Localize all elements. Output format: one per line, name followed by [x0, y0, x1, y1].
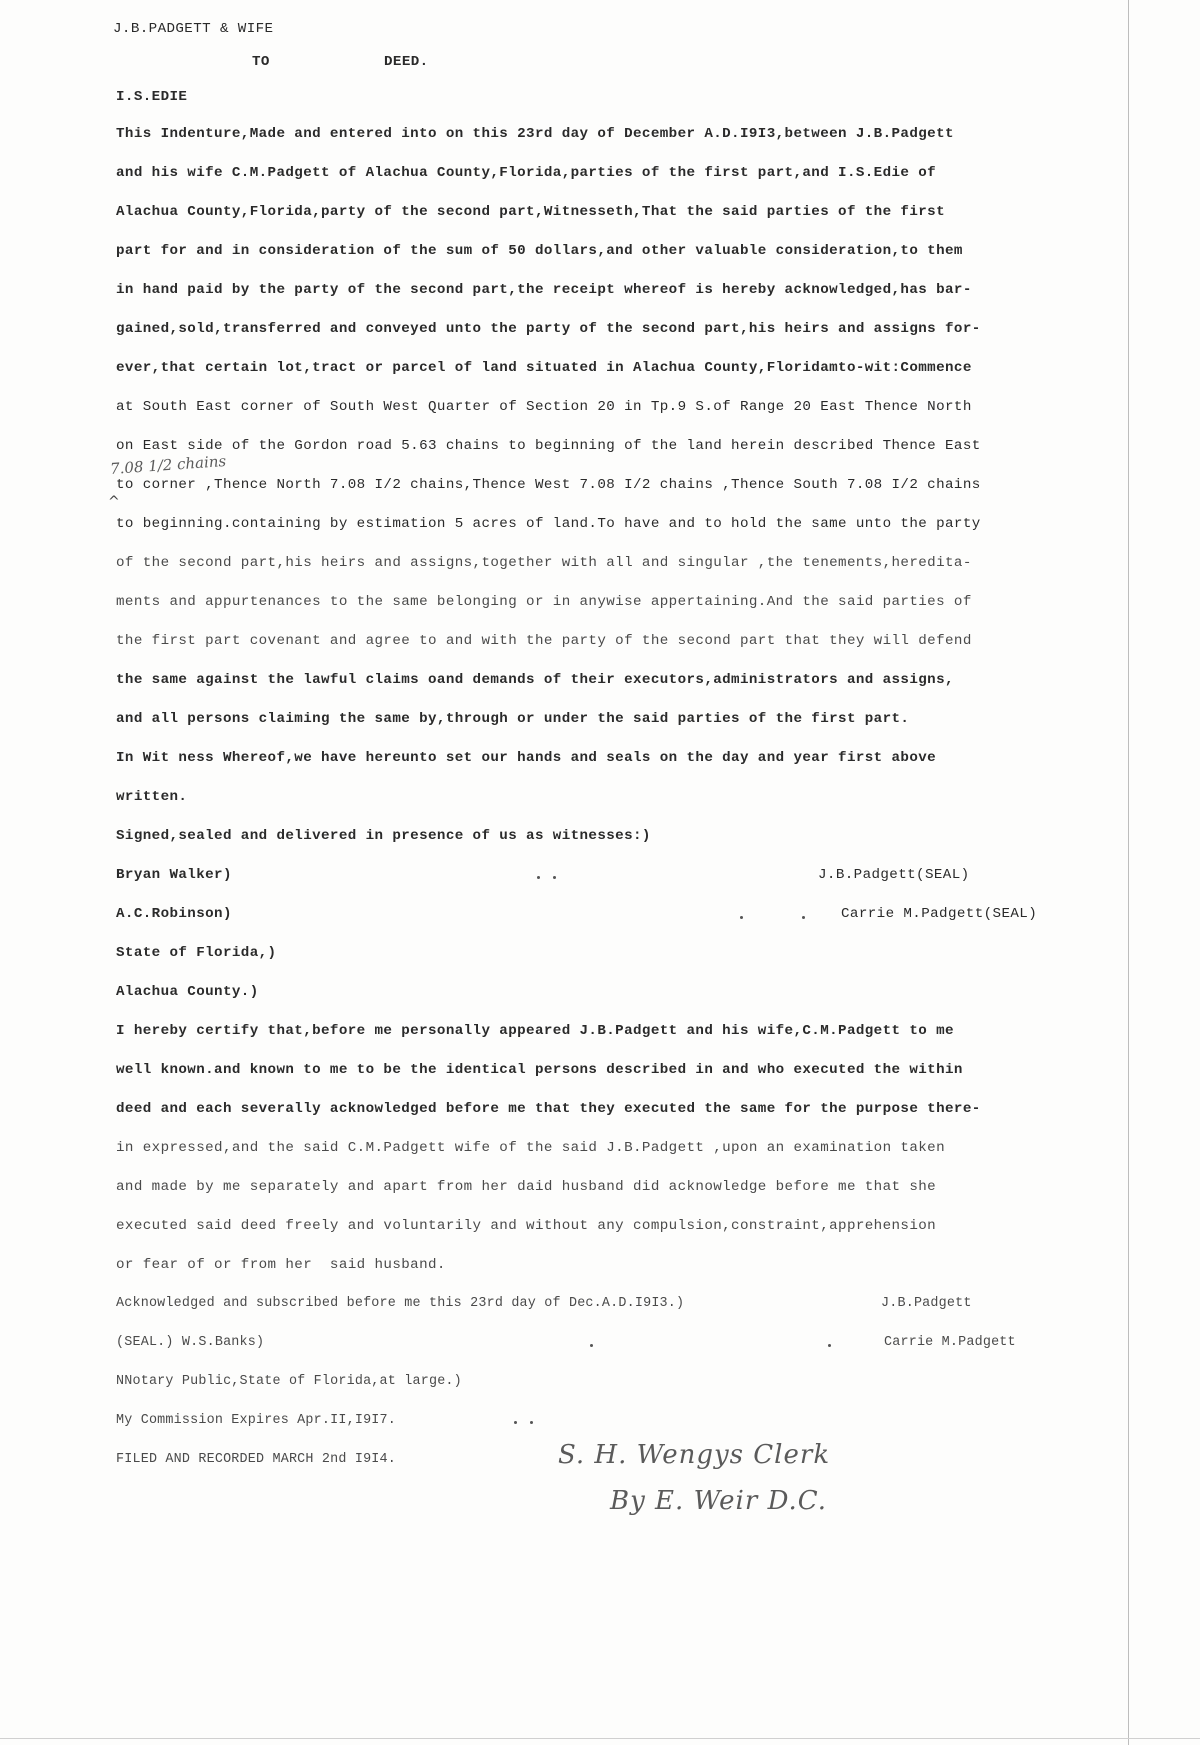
- stray-mark: [802, 916, 805, 919]
- body-line: and his wife C.M.Padgett of Alachua County,Florida,parties of the first part,and I.S.Edie of: [116, 165, 937, 181]
- acknowledgment-line: I hereby certify that,before me personally appeared J.B.Padgett and his wife,C.M.Padgett to me: [116, 1023, 954, 1039]
- page-edge-bottom: [0, 1738, 1200, 1739]
- body-line: written.: [116, 789, 188, 805]
- body-line: to corner ,Thence North 7.08 I/2 chains,Thence West 7.08 I/2 chains ,Thence South 7.08 I/2 chains: [116, 477, 981, 493]
- notary-seal-name: (SEAL.) W.S.Banks): [116, 1335, 265, 1350]
- notary-signer-1: J.B.Padgett: [881, 1296, 972, 1311]
- witness-2: A.C.Robinson): [116, 906, 232, 922]
- handwritten-insert: 7.08 1/2 chains: [109, 451, 227, 479]
- body-line: of the second part,his heirs and assigns,together with all and singular ,the tenements,heredita-: [116, 555, 972, 571]
- body-line: Alachua County,Florida,party of the second part,Witnesseth,That the said parties of the first: [116, 204, 945, 220]
- acknowledgment-line: executed said deed freely and voluntarily and without any compulsion,constraint,apprehension: [116, 1218, 937, 1234]
- grantor-2-signature: Carrie M.Padgett(SEAL): [841, 906, 1038, 922]
- body-line: part for and in consideration of the sum of 50 dollars,and other valuable consideration,to them: [116, 243, 963, 259]
- body-line: and all persons claiming the same by,through or under the said parties of the first part.: [116, 711, 910, 727]
- body-line: at South East corner of South West Quarter of Section 20 in Tp.9 S.of Range 20 East Thence North: [116, 399, 972, 415]
- body-line: in hand paid by the party of the second part,the receipt whereof is hereby acknowledged,has bar-: [116, 282, 972, 298]
- venue-county: Alachua County.): [116, 984, 259, 1000]
- stray-mark: [740, 916, 743, 919]
- notary-signer-2: Carrie M.Padgett: [884, 1335, 1016, 1350]
- clerk-signature-line-2: By E. Weir D.C.: [610, 1486, 827, 1516]
- body-line: ments and appurtenances to the same belonging or in anywise appertaining.And the said parties of: [116, 594, 972, 610]
- header-to: TO: [252, 54, 270, 70]
- body-line: In Wit ness Whereof,we have hereunto set our hands and seals on the day and year first above: [116, 750, 937, 766]
- body-line: ever,that certain lot,tract or parcel of land situated in Alachua County,Floridamto-wit:Commence: [116, 360, 972, 376]
- body-line: the first part covenant and agree to and with the party of the second part that they will defend: [116, 633, 972, 649]
- stray-mark: [530, 1421, 533, 1424]
- acknowledgment-line: well known.and known to me to be the identical persons described in and who executed the within: [116, 1062, 963, 1078]
- notary-title: NNotary Public,State of Florida,at large.): [116, 1374, 462, 1389]
- filed-recorded: FILED AND RECORDED MARCH 2nd I9I4.: [116, 1452, 397, 1467]
- body-line: This Indenture,Made and entered into on this 23rd day of December A.D.I9I3,between J.B.Padgett: [116, 126, 954, 142]
- acknowledgment-line: deed and each severally acknowledged before me that they executed the same for the purpose there-: [116, 1101, 981, 1117]
- page-edge: [1128, 0, 1129, 1745]
- body-line: gained,sold,transferred and conveyed unto the party of the second part,his heirs and assigns for-: [116, 321, 981, 337]
- signed-sealed-intro: Signed,sealed and delivered in presence of us as witnesses:): [116, 828, 651, 844]
- notary-subscribed: Acknowledged and subscribed before me this 23rd day of Dec.A.D.I9I3.): [116, 1296, 685, 1311]
- notary-commission: My Commission Expires Apr.II,I9I7.: [116, 1413, 397, 1428]
- header-grantee: I.S.EDIE: [116, 89, 188, 105]
- body-line: the same against the lawful claims oand demands of their executors,administrators and assigns,: [116, 672, 954, 688]
- header-parties: J.B.PADGETT & WIFE: [113, 21, 274, 37]
- stray-mark: [553, 876, 556, 879]
- clerk-signature-line-1: S. H. Wengys Clerk: [558, 1440, 831, 1470]
- grantor-1-signature: J.B.Padgett(SEAL): [818, 867, 970, 883]
- witness-1: Bryan Walker): [116, 867, 232, 883]
- venue-state: State of Florida,): [116, 945, 277, 961]
- stray-mark: [537, 876, 540, 879]
- acknowledgment-line: in expressed,and the said C.M.Padgett wife of the said J.B.Padgett ,upon an examination taken: [116, 1140, 945, 1156]
- stray-mark: [514, 1421, 517, 1424]
- acknowledgment-line: or fear of or from her said husband.: [116, 1257, 446, 1273]
- body-line: to beginning.containing by estimation 5 acres of land.To have and to hold the same unto the party: [116, 516, 981, 532]
- stray-mark: [828, 1344, 831, 1347]
- stray-mark: [590, 1344, 593, 1347]
- body-line: on East side of the Gordon road 5.63 chains to beginning of the land herein described Thence East: [116, 438, 981, 454]
- insertion-caret-icon: ^: [108, 494, 120, 510]
- acknowledgment-line: and made by me separately and apart from her daid husband did acknowledge before me that she: [116, 1179, 937, 1195]
- doc-type: DEED.: [384, 54, 429, 70]
